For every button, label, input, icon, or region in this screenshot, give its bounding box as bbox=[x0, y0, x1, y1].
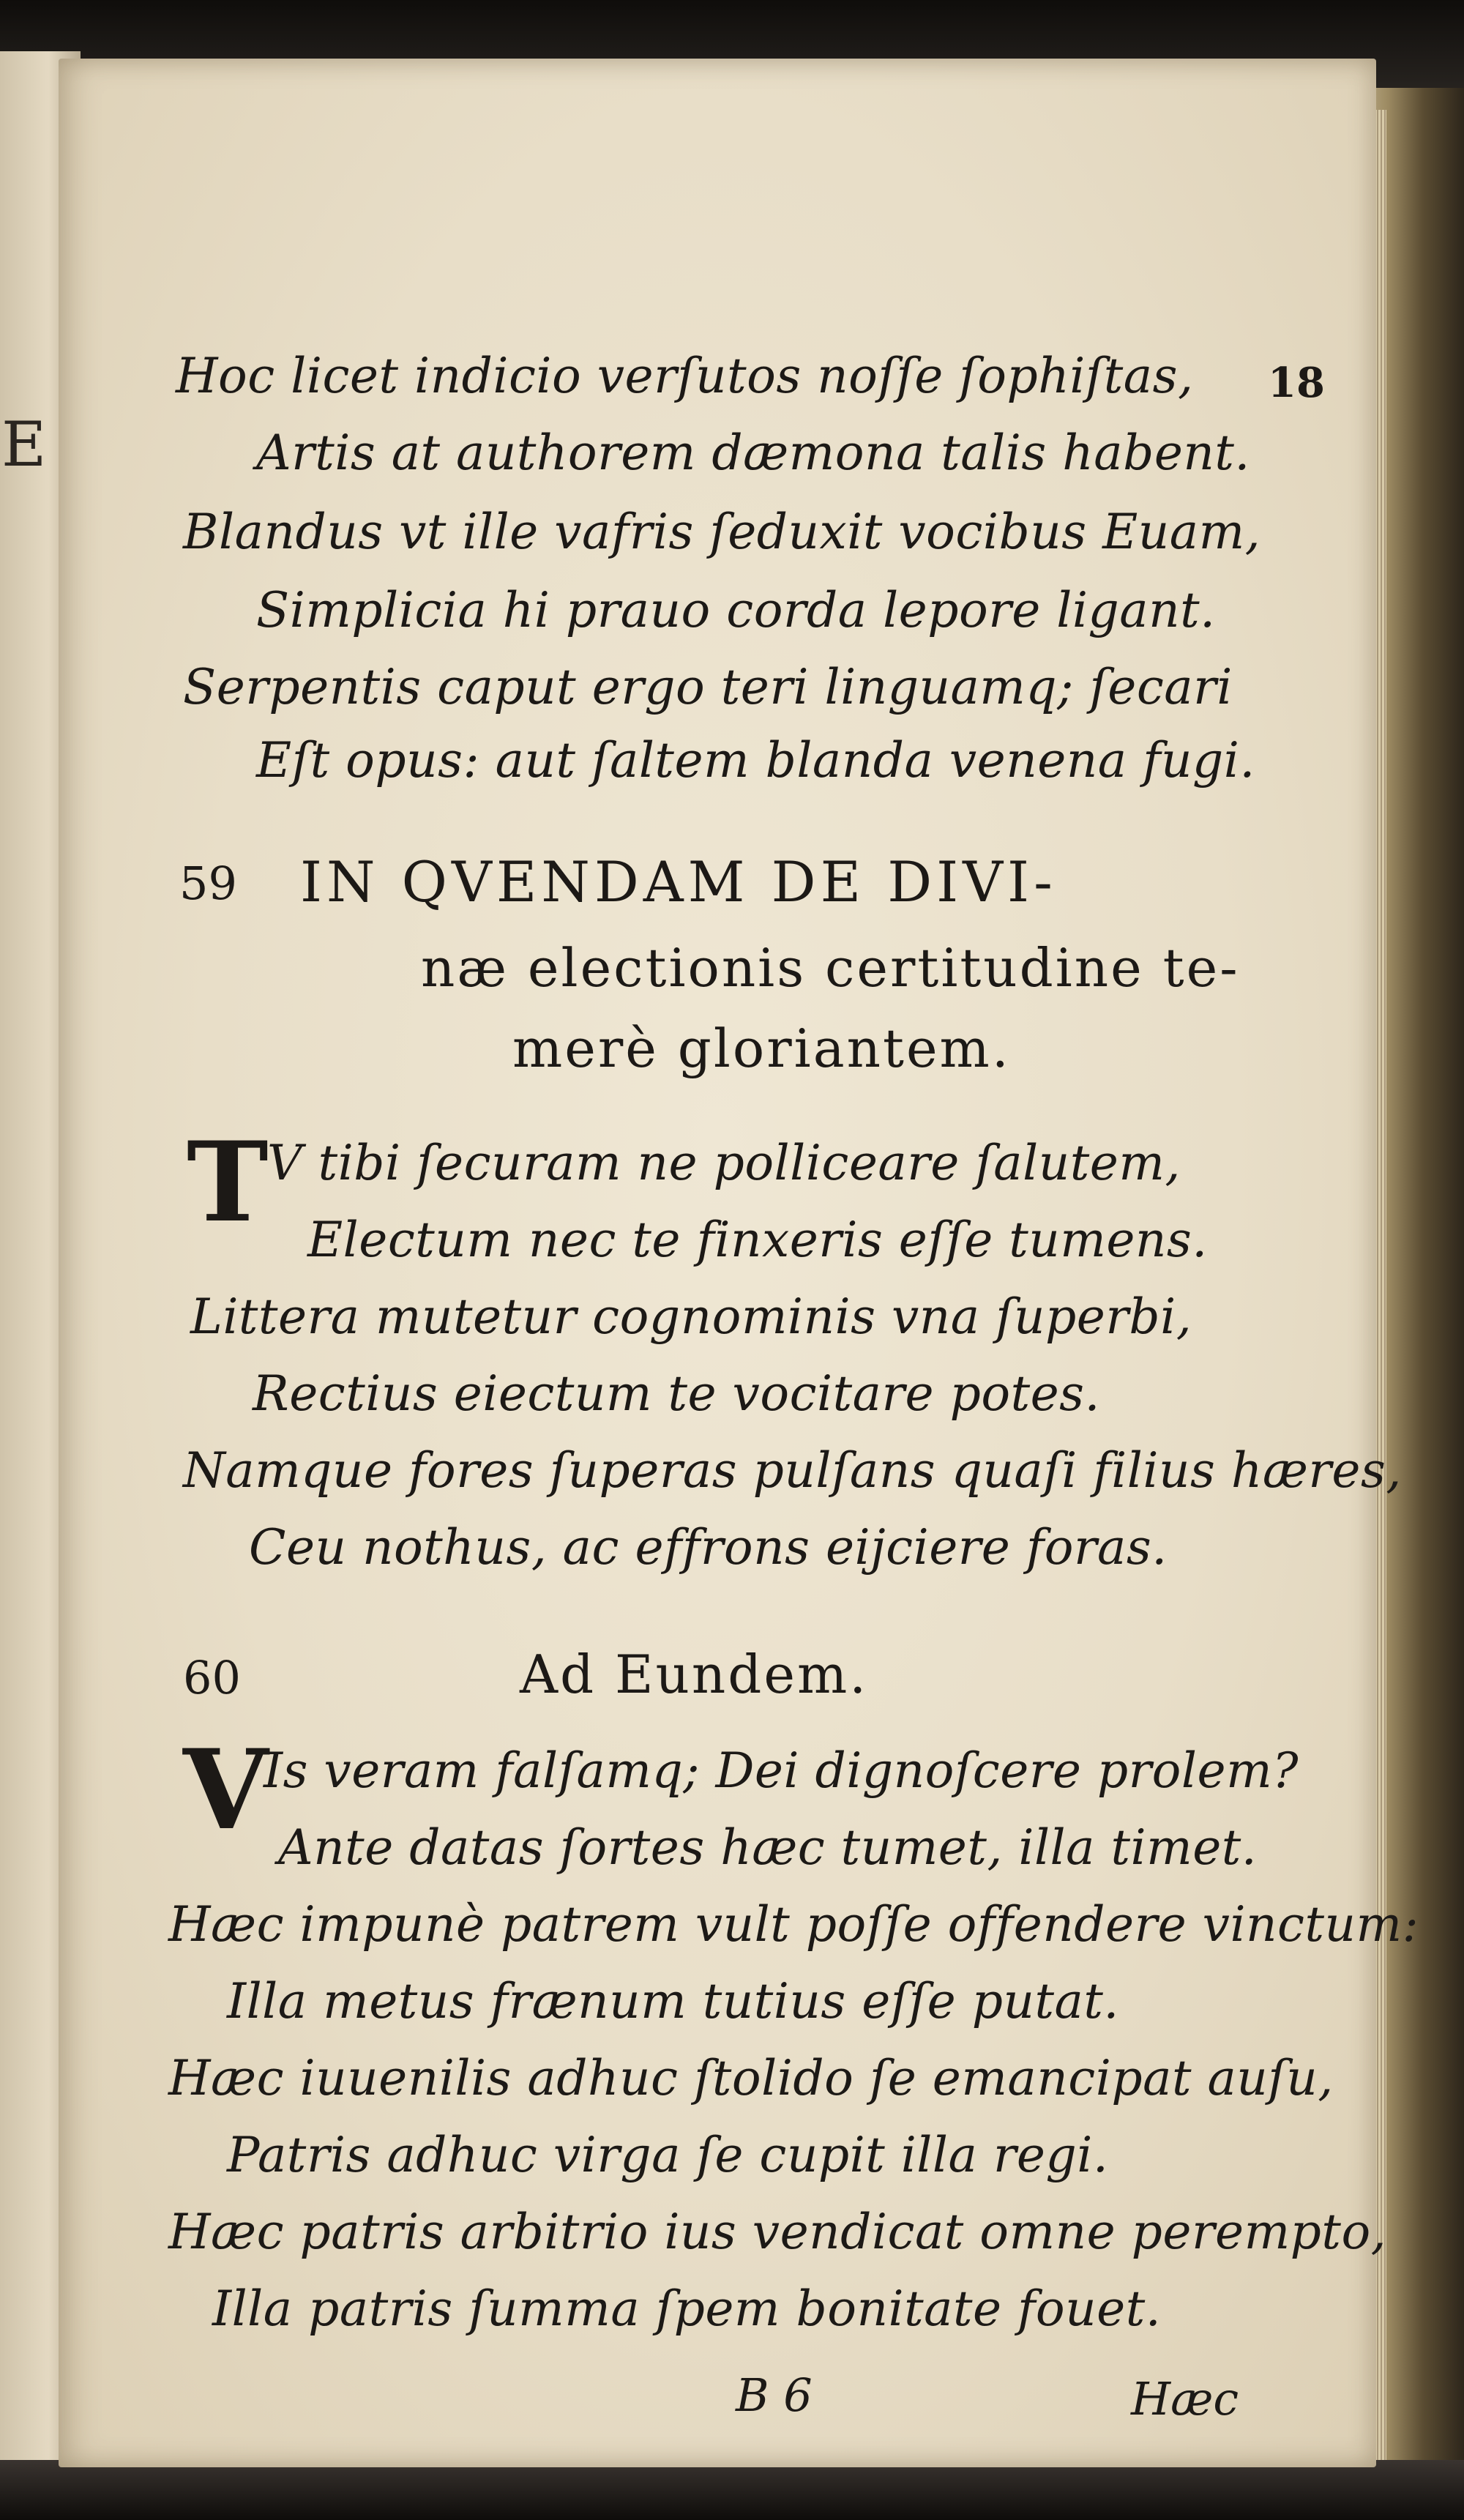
poem-number: 59 bbox=[179, 857, 237, 910]
verse-line: Hæc iuuenilis adhuc ſtolido ſe emancipat auſu, bbox=[168, 2050, 1334, 2106]
drop-cap: T bbox=[187, 1118, 269, 1247]
verse-line: Eſt opus: aut ſaltem blanda venena fugi. bbox=[256, 732, 1255, 789]
verse-line: Electum nec te finxeris eſſe tumens. bbox=[307, 1212, 1208, 1268]
verse-line: Hæc impunè patrem vult poſſe offendere vinctum: bbox=[168, 1896, 1419, 1953]
verse-line: Artis at authorem dæmona talis habent. bbox=[256, 425, 1250, 481]
verse-line: Blandus vt ille vafris ſeduxit vocibus Euam, bbox=[183, 504, 1261, 560]
previous-page-letter: E bbox=[1, 409, 47, 480]
verse-line: V tibi ſecuram ne polliceare ſalutem, bbox=[267, 1135, 1181, 1191]
poem-title-line: IN QVENDAM DE DIVI- bbox=[300, 849, 1057, 914]
verse-line: Hæc patris arbitrio ius vendicat omne perempto, bbox=[168, 2204, 1387, 2260]
poem-title-line: merè gloriantem. bbox=[512, 1018, 1011, 1079]
poem-number: 60 bbox=[183, 1651, 241, 1704]
signature-mark: B 6 bbox=[736, 2368, 813, 2422]
book-page bbox=[59, 59, 1419, 2467]
verse-line: Hoc licet indicio verſutos noſſe ſophiſtas, bbox=[176, 348, 1194, 404]
verse-line: Is veram falſamq; Dei dignoſcere prolem? bbox=[264, 1742, 1299, 1799]
verse-line: Ante datas ſortes hæc tumet, illa timet. bbox=[278, 1819, 1258, 1876]
poem-title: Ad Eundem. bbox=[520, 1644, 869, 1705]
page-number: 18 bbox=[1268, 359, 1325, 407]
catchword: Hæc bbox=[1131, 2372, 1239, 2426]
verse-line: Serpentis caput ergo teri linguamq; ſecari bbox=[183, 659, 1233, 715]
drop-cap: V bbox=[183, 1726, 269, 1854]
verse-line: Ceu nothus, ac effrons eijciere foras. bbox=[249, 1519, 1168, 1576]
verse-line: Illa metus frænum tutius eſſe putat. bbox=[227, 1973, 1119, 2029]
verse-line: Patris adhuc virga ſe cupit illa regi. bbox=[227, 2127, 1109, 2183]
verse-line: Illa patris ſumma ſpem bonitate fouet. bbox=[212, 2281, 1162, 2337]
verse-line: Littera mutetur cognominis vna ſuperbi, bbox=[190, 1289, 1192, 1345]
poem-title-line: næ electionis certitudine te- bbox=[421, 937, 1240, 999]
verse-line: Simplicia hi prauo corda lepore ligant. bbox=[256, 582, 1216, 638]
background-bottom bbox=[0, 2460, 1464, 2520]
verse-line: Rectius eiectum te vocitare potes. bbox=[253, 1365, 1101, 1422]
verse-line: Namque fores ſuperas pulſans quaſi filius hæres, bbox=[183, 1442, 1402, 1499]
